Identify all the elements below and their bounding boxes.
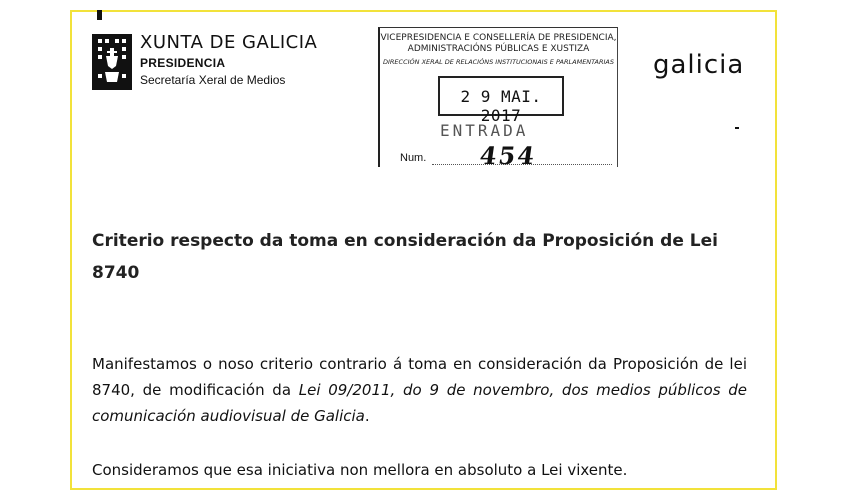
org-department: PRESIDENCIA: [140, 56, 226, 70]
galicia-brand-logo: galicia: [653, 50, 745, 80]
scan-mark: [97, 10, 102, 20]
registry-stamp: [378, 27, 618, 170]
paragraph-text-end: .: [364, 407, 370, 425]
stamp-line-2: ADMINISTRACIÓNS PÚBLICAS E XUSTIZA: [407, 44, 590, 54]
org-name: XUNTA DE GALICIA: [140, 32, 318, 53]
stamp-line-3: DIRECCIÓN XERAL DE RELACIÓNS INSTITUCIONAIS E PARLAMENTARIAS: [382, 58, 614, 66]
document-title: Criterio respecto da toma en consideración da Proposición de Lei 8740: [92, 231, 718, 283]
org-subdepartment: Secretaría Xeral de Medios: [140, 73, 286, 87]
stamp-date: 2 9 MAI. 2017: [460, 87, 542, 125]
stamp-date-box: [438, 76, 564, 125]
stamp-handwritten-number: 454: [477, 141, 539, 170]
stamp-line-1: VICEPRESIDENCIA E CONSELLERÍA DE PRESIDENCIA,: [380, 33, 617, 43]
galicia-coat-of-arms-icon: [92, 34, 132, 90]
paragraph-conclusion: Consideramos que esa iniciativa non mellora en absoluto a Lei vixente.: [92, 461, 628, 479]
paragraph-criterion: [92, 351, 747, 429]
scan-mark: [735, 127, 739, 129]
stamp-entrada: ENTRADA: [440, 121, 529, 140]
paragraph-text: Manifestamos o noso criterio contrario á toma en consideración da Proposición de lei 8740, de modificación da: [92, 355, 747, 399]
stamp-num-label: Num.: [400, 152, 427, 164]
law-reference: Lei 09/2011, do 9 de novembro, dos medios públicos de comunicación audiovisual de Galicia: [92, 381, 747, 425]
